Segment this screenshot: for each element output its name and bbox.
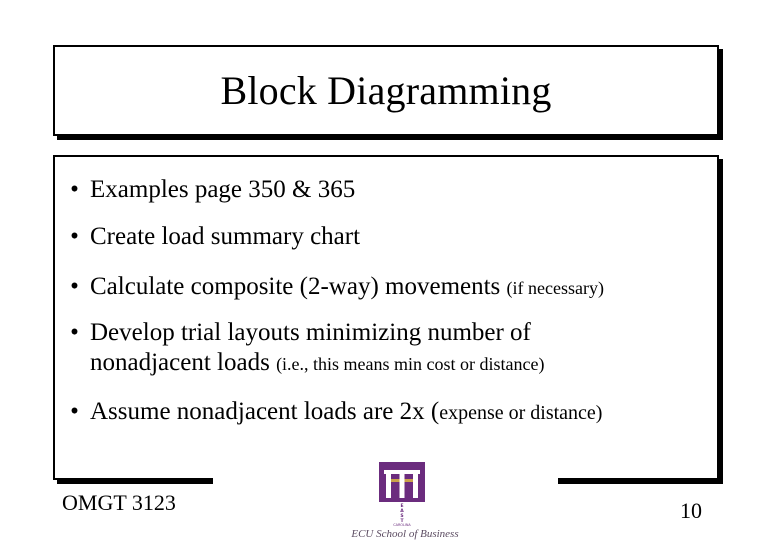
bullet-item [59,222,360,252]
svg-text:E: E [400,504,404,509]
bullet-marker: • [70,319,79,346]
content-box [53,155,719,480]
bullet-text: Assume nonadjacent loads are 2x ( [90,398,440,425]
bullet-text: Create load summary chart [90,223,361,250]
logo-caption: ECU School of Business [351,528,459,540]
title-box [53,45,719,136]
bullet-text: Examples page 350 & 365 [90,176,356,203]
course-code: OMGT 3123 [62,490,176,515]
bullet-note: (i.e., this means min cost or distance) [276,354,545,374]
bullet-marker: • [70,273,79,300]
svg-text:CAROLINA: CAROLINA [393,523,411,527]
svg-text:S: S [400,514,404,519]
bullet-text: Develop trial layouts minimizing number of [90,319,531,346]
bullet-item [59,272,604,303]
bullet-item [59,175,355,205]
svg-text:A: A [400,509,404,514]
bullet-marker: • [70,176,79,203]
bullet-note: expense or distance) [439,402,603,424]
bullet-marker: • [70,398,79,425]
svg-text:T: T [400,519,404,524]
page-number: 10 [680,498,702,523]
bullet-text: Calculate composite (2-way) movements [90,273,501,300]
university-logo-icon [378,461,426,527]
slide-title: Block Diagramming [220,68,552,113]
bullet-text-line2: nonadjacent loads [90,349,270,376]
bullet-item [59,318,545,379]
bullet-note: (if necessary) [506,278,604,298]
bullet-marker: • [70,223,79,250]
bullet-item [59,397,602,428]
